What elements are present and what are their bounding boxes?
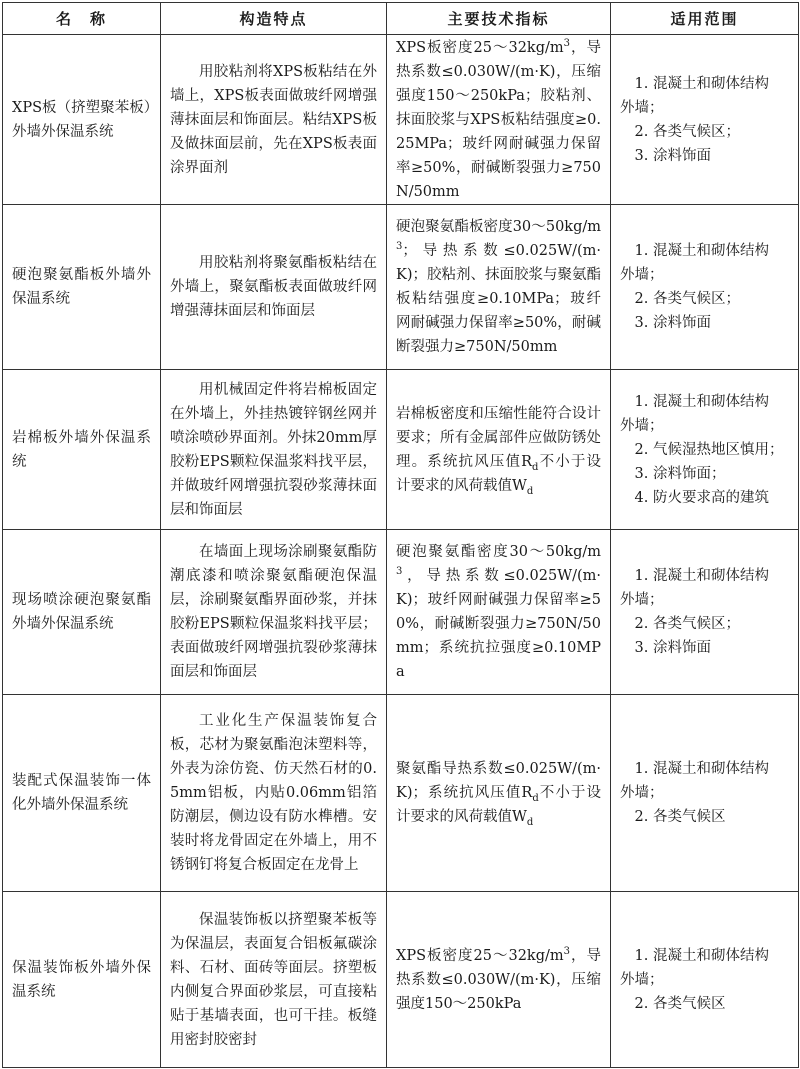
scope-line: 2. 各类气候区； (634, 291, 740, 307)
header-scope: 适用范围 (611, 3, 799, 35)
application-scope-cell (611, 205, 799, 370)
construction-features-cell: 工业化生产保温装饰复合板，芯材为聚氨酯泡沫塑料等，外表为涂仿瓷、仿天然石材的0.5mm铝板，内贴0.06mm铝箔防潮层，侧边设有防水榫槽。安装时将龙骨固定在外墙上，用不锈钢钉将复合板固定在龙骨上 (161, 695, 387, 892)
spec-text: ，导热系数≤0.030W/(m·K)，压缩强度150～250kPa；胶粘剂、抹面胶浆与XPS板粘结强度≥0.25MPa；玻纤网耐碱强力保留率≥50%，耐碱断裂强力≥750N/50mm (396, 39, 601, 200)
application-scope-cell (611, 530, 799, 695)
symbol-subscript: d (532, 792, 539, 804)
insulation-systems-table (2, 2, 799, 1068)
technical-specs-cell (387, 695, 611, 892)
scope-line: 外墙； (620, 99, 664, 116)
table-row (3, 892, 799, 1068)
spec-text: 不小于设计要求的风荷载值W (396, 453, 601, 494)
scope-line: 1. 混凝土和砌体结构 (634, 75, 769, 92)
table-row (3, 530, 799, 695)
system-name-cell: 岩棉板外墙外保温系统 (3, 370, 161, 530)
construction-features-cell: 用机械固定件将岩棉板固定在外墙上，外挂热镀锌钢丝网并喷涂喷砂界面剂。外抹20mm厚胶粉EPS颗粒保温浆料找平层，并做玻纤网增强抗裂砂浆薄抹面层和饰面层 (161, 370, 387, 530)
technical-specs-cell (387, 370, 611, 530)
symbol-subscript: d (526, 485, 534, 497)
scope-line: 外墙； (620, 785, 664, 801)
symbol-subscript: d (532, 461, 539, 473)
scope-line: 3. 涂料饰面 (634, 315, 711, 331)
table-row (3, 205, 799, 370)
application-scope-cell (611, 370, 799, 530)
application-scope-cell (611, 892, 799, 1068)
table-row (3, 370, 799, 530)
spec-text: 岩棉板密度和压缩性能符合设计要求；所有金属部件应做防锈处理。系统抗风压值R (396, 405, 601, 470)
scope-line: 1. 混凝土和砌体结构 (634, 761, 769, 777)
technical-specs-cell (387, 35, 611, 205)
scope-line: 4. 防火要求高的建筑 (634, 489, 769, 506)
table-header-row (3, 3, 799, 35)
spec-text: ；导热系数≤0.025W/(m·K)；胶粘剂、抹面胶浆与聚氨酯板粘结强度≥0.10MPa；玻纤网耐碱强力保留率≥50%，耐碱断裂强力≥750N/50mm (396, 243, 601, 355)
spec-text: 聚氨酯导热系数≤0.025W/(m·K)；系统抗风压值R (396, 761, 601, 801)
spec-text: ，导热系数≤0.030W/(m·K)，压缩强度150～250kPa (396, 947, 601, 1012)
scope-line: 外墙； (620, 971, 664, 988)
header-specs: 主要技术指标 (387, 3, 611, 35)
scope-line: 2. 各类气候区； (634, 123, 740, 140)
scope-line: 1. 混凝土和砌体结构 (634, 243, 769, 259)
scope-line: 1. 混凝土和砌体结构 (634, 568, 769, 584)
scope-line: 3. 涂料饰面 (634, 147, 711, 164)
construction-features-cell: 在墙面上现场涂刷聚氨酯防潮底漆和喷涂聚氨酯硬泡保温层，涂刷聚氨酯界面砂浆，并抹胶粉EPS颗粒保温浆料找平层；表面做玻纤网增强抗裂砂浆薄抹面层和饰面层 (161, 530, 387, 695)
scope-line: 2. 气候湿热地区慎用； (634, 441, 784, 458)
construction-features-cell: 用胶粘剂将XPS板粘结在外墙上，XPS板表面做玻纤网增强薄抹面层和饰面层。粘结XPS板及做抹面层前，先在XPS板表面涂界面剂 (161, 35, 387, 205)
scope-line: 外墙； (620, 417, 664, 434)
system-name-cell: 现场喷涂硬泡聚氨酯外墙外保温系统 (3, 530, 161, 695)
construction-features-cell: 用胶粘剂将聚氨酯板粘结在外墙上，聚氨酯板表面做玻纤网增强薄抹面层和饰面层 (161, 205, 387, 370)
system-name-cell: 装配式保温装饰一体化外墙外保温系统 (3, 695, 161, 892)
application-scope-cell (611, 35, 799, 205)
unit-exponent: 3 (396, 241, 403, 253)
scope-line: 1. 混凝土和砌体结构 (634, 393, 769, 410)
scope-line: 2. 各类气候区 (634, 995, 726, 1012)
symbol-subscript: d (526, 816, 534, 828)
scope-line: 2. 各类气候区； (634, 616, 740, 632)
table-row (3, 695, 799, 892)
scope-line: 1. 混凝土和砌体结构 (634, 947, 769, 964)
application-scope-cell (611, 695, 799, 892)
table-row (3, 35, 799, 205)
system-name-cell: XPS板（挤塑聚苯板）外墙外保温系统 (3, 35, 161, 205)
construction-features-cell: 保温装饰板以挤塑聚苯板等为保温层，表面复合铝板氟碳涂料、石材、面砖等面层。挤塑板内侧复合界面砂浆层，可直接粘贴于基墙表面，也可干挂。板缝用密封胶密封 (161, 892, 387, 1068)
technical-specs-cell (387, 530, 611, 695)
table-body (3, 35, 799, 1068)
header-features: 构造特点 (161, 3, 387, 35)
system-name-cell: 保温装饰板外墙外保温系统 (3, 892, 161, 1068)
scope-line: 外墙； (620, 592, 664, 608)
technical-specs-cell (387, 892, 611, 1068)
system-name-cell: 硬泡聚氨酯板外墙外保温系统 (3, 205, 161, 370)
spec-text: ，导热系数≤0.025W/(m·K)；玻纤网耐碱强力保留率≥50%，耐碱断裂强力≥750N/50mm；系统抗拉强度≥0.10MPa (396, 568, 601, 680)
unit-exponent: 3 (563, 945, 570, 957)
scope-line: 3. 涂料饰面 (634, 640, 711, 656)
spec-text: 硬泡聚氨酯密度30～50kg/m (396, 544, 601, 560)
spec-text: XPS板密度25～32kg/m (396, 947, 564, 964)
header-name: 名 称 (3, 3, 161, 35)
spec-text: 不小于设计要求的风荷载值W (396, 785, 601, 825)
scope-line: 2. 各类气候区 (634, 809, 726, 825)
unit-exponent: 3 (563, 37, 570, 49)
scope-line: 外墙； (620, 267, 664, 283)
spec-text: 硬泡聚氨酯板密度30～50kg/m (396, 219, 601, 235)
unit-exponent: 3 (396, 566, 403, 578)
scope-line: 3. 涂料饰面； (634, 465, 726, 482)
spec-text: XPS板密度25～32kg/m (396, 39, 564, 56)
technical-specs-cell (387, 205, 611, 370)
